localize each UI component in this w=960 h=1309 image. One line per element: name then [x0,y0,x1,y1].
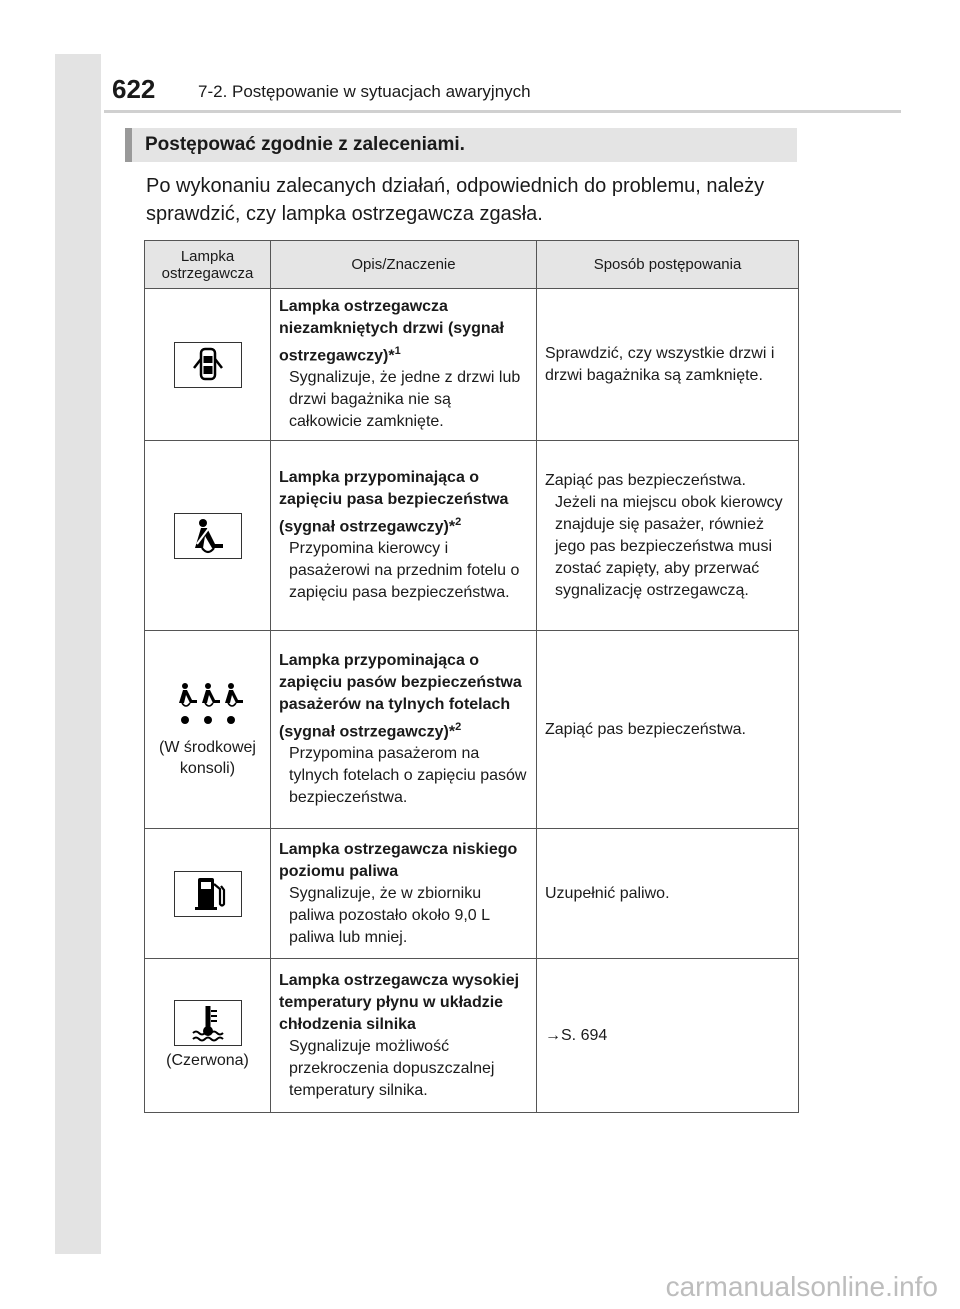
action-cell [537,829,799,959]
description-cell [271,441,537,631]
light-description: Przypomina kierowcy i pasażerowi na przednim fotelu o zapięciu pasa bezpieczeństwa. [289,540,520,602]
light-title-text: Lampka przypominająca o zapięciu pasów bezpieczeństwa pasażerów na tylnych fotelach (sygnał ostrzegawczy)* [279,651,522,741]
table-row [145,829,799,959]
page-reference-link[interactable]: →S. 694 [545,1026,608,1044]
icon-cell [145,829,271,959]
light-title-text: Lampka przypominająca o zapięciu pasa bezpieczeństwa (sygnał ostrzegawczy)* [279,468,509,536]
column-header-action: Sposób postępowania [537,241,799,289]
footnote-ref: 2 [455,720,462,733]
icon-note: (W środkowej konsoli) [159,739,256,777]
footnote-ref: 2 [455,515,462,528]
action-text: Uzupełnić paliwo. [545,884,670,902]
table-header-row [145,241,799,289]
light-title [279,296,528,367]
light-description: Sygnalizuje, że w zbiorniku paliwa pozostało około 9,0 L paliwa lub mniej. [289,884,490,946]
warning-lights-table [144,240,799,1113]
section-banner [125,128,797,162]
light-title [279,650,528,743]
action-cell [537,959,799,1113]
banner-title: Postępować zgodnie z zaleceniami. [145,134,465,155]
fuel-pump-icon [174,871,242,917]
section-title: 7-2. Postępowanie w sytuacjach awaryjnych [198,82,531,101]
light-title [279,467,528,538]
table-row [145,441,799,631]
light-description: Przypomina pasażerom na tylnych fotelach o zapięciu pasów bezpieczeństwa. [289,745,527,807]
page-number: 622 [112,74,156,104]
icon-cell [145,289,271,441]
action-text: Zapiąć pas bezpieczeństwa. [545,720,746,738]
icon-cell [145,441,271,631]
action-text: Sprawdzić, czy wszystkie drzwi i drzwi bagażnika są zamknięte. [545,344,775,384]
table-row [145,959,799,1113]
action-text: Zapiąć pas bezpieczeństwa. [545,471,746,489]
icon-cell [145,631,271,829]
table-row [145,289,799,441]
icon-note: (Czerwona) [166,1052,249,1069]
watermark: carmanualsonline.info [665,1271,938,1302]
light-title-text: Lampka ostrzegawcza niezamkniętych drzwi (sygnał ostrzegawczy)* [279,297,504,365]
door-open-icon [174,342,242,388]
action-detail: Jeżeli na miejscu obok kierowcy znajduje się pasażer, również jego pas bezpieczeństwa musi zostać zapięty, aby przerwać sygnalizację ostrzegawczą. [555,493,783,599]
intro-paragraph: Po wykonaniu zalecanych działań, odpowiednich do problemu, należy sprawdzić, czy lampka ostrzegawcza zgasła. [146,175,765,225]
column-header-light: Lampka ostrzegawcza [145,241,271,289]
icon-cell [145,959,271,1113]
rear-seatbelts-icon [173,680,243,726]
light-title [279,839,528,883]
description-cell [271,631,537,829]
column-header-description: Opis/Znaczenie [271,241,537,289]
coolant-temperature-icon [174,1000,242,1046]
header-divider [104,110,901,113]
light-title-text: Lampka ostrzegawcza niskiego poziomu paliwa [279,840,518,880]
footnote-ref: 1 [394,344,401,357]
description-cell [271,289,537,441]
light-description: Sygnalizuje możliwość przekroczenia dopuszczalnej temperatury silnika. [289,1037,495,1099]
description-cell [271,829,537,959]
light-title [279,970,528,1036]
banner-accent-bar [125,128,132,162]
action-cell [537,289,799,441]
description-cell [271,959,537,1113]
seatbelt-icon [174,513,242,559]
table-row [145,631,799,829]
page-margin-bar [55,54,101,1254]
action-cell [537,441,799,631]
light-description: Sygnalizuje, że jedne z drzwi lub drzwi bagażnika nie są całkowicie zamknięte. [289,369,521,431]
action-cell [537,631,799,829]
light-title-text: Lampka ostrzegawcza wysokiej temperatury płynu w układzie chłodzenia silnika [279,971,520,1033]
